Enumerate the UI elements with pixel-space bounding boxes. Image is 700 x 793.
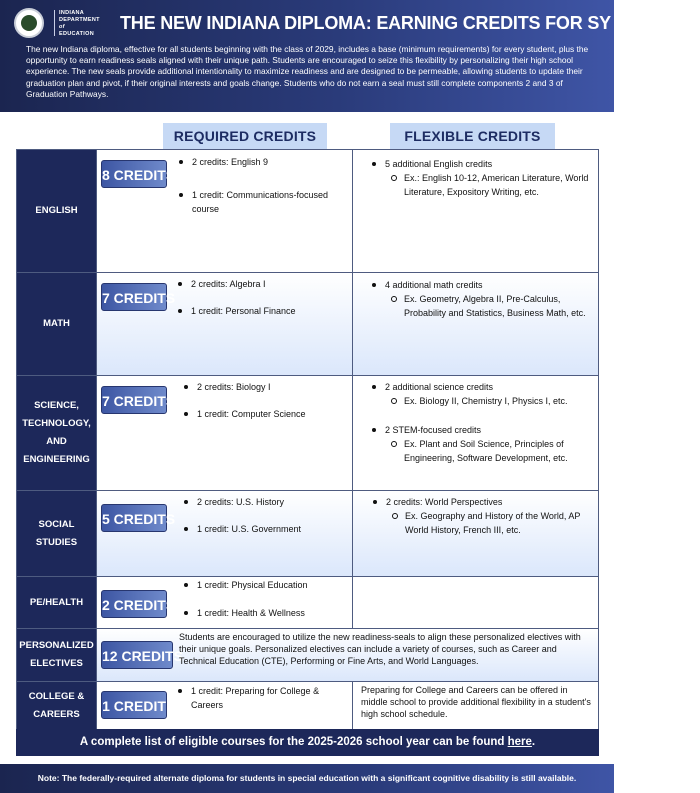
row-english <box>17 150 598 273</box>
required-cell <box>97 273 353 375</box>
row-label: MATH <box>17 273 97 375</box>
flexible-item: 2 STEM-focused credits <box>385 423 590 437</box>
course-list-banner: A complete list of eligible courses for the 2025-2026 school year can be found here. <box>16 729 599 756</box>
required-item: 2 credits: Biology I <box>197 380 347 394</box>
flexible-cell <box>353 150 598 272</box>
row-label: SCIENCE, TECHNOLOGY, AND ENGINEERING <box>17 376 97 490</box>
required-cell <box>97 577 353 628</box>
credits-badge: 7 CREDITS <box>101 283 167 311</box>
college-careers-note: Preparing for College and Careers can be offered in middle school to provide additional flexibility in a student's high school schedule. <box>361 685 591 719</box>
required-item: 1 credit: U.S. Government <box>197 522 347 536</box>
footer-note: Note: The federally-required alternate diploma for students in special education with a significant cognitive disability is still available. <box>0 764 614 793</box>
flexible-cell <box>353 376 598 490</box>
row-personalized-electives <box>17 629 598 682</box>
row-science-technology-engineering <box>17 376 598 491</box>
org-name: INDIANA DEPARTMENT of EDUCATION <box>59 10 100 37</box>
required-item: 1 credit: Personal Finance <box>191 304 346 318</box>
flexible-cell-empty <box>353 577 598 628</box>
flexible-subitem: Ex.: English 10-12, American Literature, World Literature, Expository Writing, etc. <box>404 171 589 199</box>
flexible-cell <box>353 491 598 576</box>
credits-badge: 12 CREDITS <box>101 641 173 669</box>
flexible-cell <box>353 273 598 375</box>
row-label: SOCIAL STUDIES <box>17 491 97 576</box>
required-item: 1 credit: Communications-focused course <box>192 188 342 216</box>
flexible-subitem: Ex. Biology II, Chemistry I, Physics I, etc. <box>404 394 589 408</box>
row-label: PE/HEALTH <box>17 577 97 628</box>
row-math <box>17 273 598 376</box>
required-item: 1 credit: Computer Science <box>197 407 347 421</box>
required-item: 2 credits: Algebra I <box>191 277 346 291</box>
required-cell <box>97 150 353 272</box>
flexible-item: 4 additional math credits <box>385 278 590 292</box>
required-item: 2 credits: English 9 <box>192 155 342 169</box>
intro-paragraph: The new Indiana diploma, effective for all students beginning with the class of 2029, includes a base (minimum requirements) for every student, plus the opportunity to earn readiness seals aligned with their unique path. Students are encouraged to seize this flexibility by personalizing their high school experience. The new seals provide additional intentionality to maximize readiness and are designed to be permeable, allowing students to update their graduation plan and pivot, if their original interests and goals change. Students who do not earn a seal must still complete components 2 and 3 of Graduation Pathways. <box>26 44 589 99</box>
flexible-subitem: Ex. Plant and Soil Science, Principles of Engineering, Software Development, etc. <box>404 437 589 465</box>
course-list-link[interactable]: here <box>507 736 532 748</box>
required-item: 1 credit: Preparing for College & Careers <box>191 684 341 712</box>
row-pe-health <box>17 577 598 629</box>
electives-description: Students are encouraged to utilize the new readiness-seals to align these personalized electives with their unique goals. Personalized electives can include a variety of courses, such as Career and Technical Education (CTE), Performing or Fine Arts, and World Languages. <box>179 632 581 666</box>
flexible-item: 2 credits: World Perspectives <box>386 495 591 509</box>
flexible-subitem: Ex. Geometry, Algebra II, Pre-Calculus, Probability and Statistics, Business Math, etc. <box>404 292 589 320</box>
required-item: 1 credit: Health & Wellness <box>197 606 347 620</box>
credits-badge: 8 CREDITS <box>101 160 167 188</box>
required-cell <box>97 491 353 576</box>
flexible-item: 5 additional English credits <box>385 157 590 171</box>
credits-badge: 7 CREDITS <box>101 386 167 414</box>
flexible-subitem: Ex. Geography and History of the World, AP World History, French III, etc. <box>405 509 590 537</box>
required-credits-heading: REQUIRED CREDITS <box>163 123 327 149</box>
row-label: PERSONALIZED ELECTIVES <box>17 629 97 681</box>
flexible-cell <box>353 682 598 729</box>
required-cell <box>97 682 353 729</box>
flexible-item: 2 additional science credits <box>385 380 590 394</box>
row-label: ENGLISH <box>17 150 97 272</box>
credits-badge: 2 CREDITS <box>101 590 167 618</box>
page-title: THE NEW INDIANA DIPLOMA: EARNING CREDITS FOR SY 2025-2026 <box>120 13 700 33</box>
electives-cell <box>97 629 598 681</box>
required-item: 2 credits: U.S. History <box>197 495 347 509</box>
credits-table <box>16 149 599 756</box>
row-college-careers <box>17 682 598 729</box>
row-label: COLLEGE & CAREERS <box>17 682 97 729</box>
credits-badge: 5 CREDITS <box>101 504 167 532</box>
row-social-studies <box>17 491 598 577</box>
idoe-logo-icon <box>14 8 44 38</box>
flexible-credits-heading: FLEXIBLE CREDITS <box>390 123 555 149</box>
logo-divider <box>54 10 55 36</box>
required-item: 1 credit: Physical Education <box>197 578 347 592</box>
required-cell <box>97 376 353 490</box>
credits-badge: 1 CREDIT <box>101 691 167 719</box>
header-banner <box>0 0 700 112</box>
